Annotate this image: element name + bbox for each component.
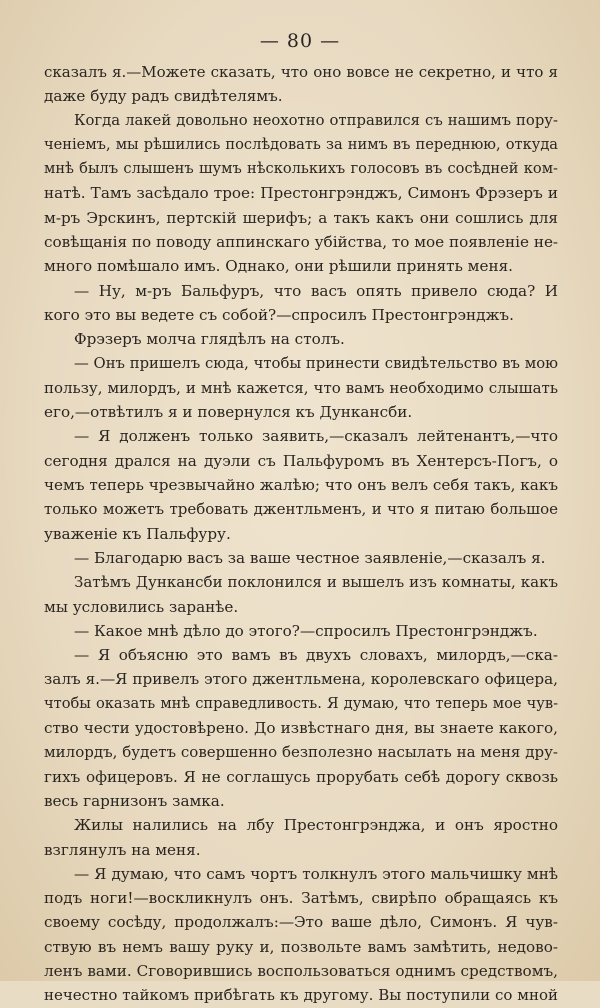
- text-line: подъ ноги!—воскликнулъ онъ. Затѣмъ, свирѣпо обращаясь къ: [44, 889, 558, 908]
- text-line: своему сосѣду, продолжалъ:—Это ваше дѣло, Симонъ. Я чув-: [44, 913, 558, 932]
- text-line: сказалъ я.—Можете сказать, что оно вовсе не секретно, и что я: [44, 63, 558, 81]
- text-line: сегодня дрался на дуэли съ Пальфуромъ въ Хентерсъ-Погъ, о: [44, 451, 558, 470]
- text-line: — Онъ пришелъ сюда, чтобы принести свидѣтельство въ мою: [74, 354, 558, 372]
- text-line: натѣ. Тамъ засѣдало трое: Престонгрэнджъ, Симонъ Фрэзеръ и: [44, 184, 558, 203]
- text-line: мы условились заранѣе.: [44, 597, 239, 616]
- text-line: чемъ теперь чрезвычайно жалѣю; что онъ велъ себя такъ, какъ: [44, 476, 558, 495]
- text-line: много помѣшало имъ. Однако, они рѣшили принять меня.: [44, 257, 514, 276]
- text-line: Жилы налились на лбу Престонгрэнджа, и онъ яростно: [74, 816, 558, 835]
- text-line: совѣщанія по поводу аппинскаго убійства, то мое появленіе не-: [44, 233, 559, 252]
- body-text: [44, 60, 558, 1008]
- text-line: ство чести удостовѣрено. До извѣстнаго дня, вы знаете какого,: [44, 719, 558, 738]
- text-line: — Какое мнѣ дѣло до этого?—спросилъ Престонгрэнджъ.: [74, 621, 538, 640]
- text-line: — Ну, м-ръ Бальфуръ, что васъ опять привело сюда? И: [74, 281, 558, 300]
- text-line: взглянулъ на меня.: [44, 840, 201, 859]
- text-line: только можетъ требовать джентльменъ, и что я питаю большое: [44, 500, 558, 519]
- text-line: милордъ, будетъ совершенно безполезно насылать на меня дру-: [44, 743, 558, 762]
- text-line: весь гарнизонъ замка.: [44, 791, 225, 810]
- text-line: — Я объясню это вамъ въ двухъ словахъ, милордъ,—ска-: [74, 646, 558, 665]
- text-line: уваженіе къ Пальфуру.: [44, 524, 231, 543]
- text-line: нечестно тайкомъ прибѣгать къ другому. Вы поступили со мной: [44, 986, 558, 1005]
- page-number: — 80 —: [259, 30, 341, 52]
- text-line: Затѣмъ Дункансби поклонился и вышелъ изъ комнаты, какъ: [74, 573, 558, 592]
- text-line: гихъ офицеровъ. Я не соглашусь прорубать себѣ дорогу сквозь: [44, 767, 558, 786]
- text-line: Когда лакей довольно неохотно отправился съ нашимъ пору-: [74, 111, 558, 129]
- text-line: — Я долженъ только заявить,—сказалъ лейтенантъ,—что: [74, 427, 558, 446]
- text-line: Фрэзеръ молча глядѣлъ на столъ.: [74, 330, 345, 349]
- text-line: — Благодарю васъ за ваше честное заявленіе,—сказалъ я.: [74, 548, 546, 567]
- text-line: его,—отвѣтилъ я и повернулся къ Дункансби.: [44, 403, 413, 422]
- text-line: ленъ вами. Сговорившись воспользоваться однимъ средствомъ,: [44, 961, 558, 980]
- text-line: мнѣ былъ слышенъ шумъ нѣсколькихъ голосовъ въ сосѣдней ком-: [44, 160, 558, 178]
- text-line: кого это вы ведете съ собой?—спросилъ Престонгрэнджъ.: [44, 305, 514, 324]
- text-line: ченіемъ, мы рѣшились послѣдовать за нимъ въ переднюю, откуда: [44, 135, 558, 153]
- text-line: пользу, милордъ, и мнѣ кажется, что вамъ необходимо слышать: [44, 378, 558, 397]
- text-line: залъ я.—Я привелъ этого джентльмена, королевскаго офицера,: [44, 670, 558, 689]
- text-line: ствую въ немъ вашу руку и, позвольте вамъ замѣтить, недово-: [44, 937, 558, 956]
- text-line: даже буду радъ свидѣтелямъ.: [44, 87, 283, 106]
- text-line: чтобы оказать мнѣ справедливость. Я думаю, что теперь мое чув-: [44, 694, 558, 712]
- text-line: м-ръ Эрскинъ, пертскій шерифъ; а такъ какъ они сошлись для: [44, 208, 558, 227]
- text-line: — Я думаю, что самъ чортъ толкнулъ этого мальчишку мнѣ: [74, 864, 558, 883]
